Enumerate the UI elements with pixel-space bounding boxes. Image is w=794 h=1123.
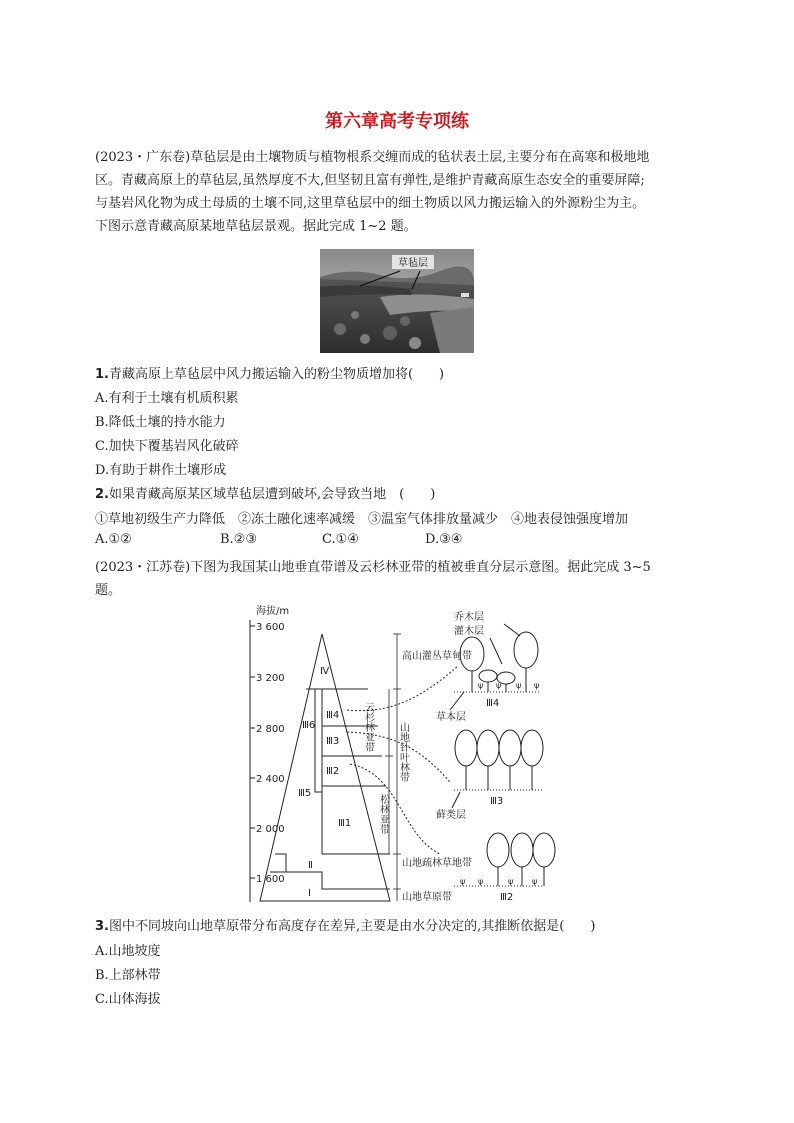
passage-line: 区。青藏高原上的草毡层,虽然厚度不大,但坚韧且富有弹性,是维护青藏高原生态安全的重要屏障;	[95, 173, 645, 188]
y-tick-label: 3 600	[256, 622, 285, 633]
band-label	[402, 649, 472, 662]
option-a: A.有利于土壤有机质积累	[95, 391, 239, 406]
panel-label: Ⅲ2	[500, 892, 514, 903]
panel-iii3	[454, 730, 544, 807]
question-number: 2.	[95, 487, 109, 502]
svg-text:ψ: ψ	[516, 681, 522, 690]
option-c: C.①④	[322, 532, 359, 547]
option-a: A.①②	[95, 532, 132, 547]
question-2-items: ①草地初级生产力降低 ②冻土融化速率减缓 ③温室气体排放量减少 ④地表侵蚀强度增加	[95, 512, 629, 527]
question-text: 青藏高原上草毡层中风力搬运输入的粉尘物质增加将( )	[108, 367, 445, 382]
passage-line: 下图示意青藏高原某地草毡层景观。据此完成 1~2 题。	[95, 219, 417, 234]
question-number: 1.	[95, 367, 109, 382]
y-tick-label: 2 800	[256, 724, 285, 735]
zone-label: Ⅲ5	[298, 788, 312, 799]
option-a: A.山地坡度	[95, 944, 161, 959]
y-tick-label: 1 600	[256, 874, 285, 885]
zone-label: Ⅱ	[308, 860, 313, 871]
vegetation-zone-figure	[240, 604, 560, 904]
y-tick-label: 3 200	[256, 673, 285, 684]
passage-2	[95, 556, 707, 602]
passage-line: 题。	[95, 583, 122, 598]
y-tick	[250, 874, 285, 885]
y-axis-label: 海拔/m	[256, 606, 290, 617]
option-b: B.降低土壤的持水能力	[95, 415, 226, 430]
zone-label: Ⅲ6	[302, 720, 316, 731]
page-title: 第六章高考专项练	[325, 111, 469, 132]
panel-label: Ⅲ4	[486, 698, 500, 709]
band-label: 山地草原带	[402, 892, 452, 903]
zone-label: Ⅲ4	[326, 710, 340, 721]
svg-text:ψ: ψ	[496, 681, 502, 690]
passage-line: (2023・江苏卷)下图为我国某山地垂直带谱及云杉林亚带的植被垂直分层示意图。据此完成 3~5	[95, 560, 651, 575]
question-1-stem	[95, 363, 444, 382]
photo-label: 草毡层	[398, 258, 428, 269]
passage-line: (2023・广东卷)草毡层是由土壤物质与植物根系交缠而成的毡状表土层,主要分布在高寒和极地地	[95, 150, 650, 165]
option-b: B.②③	[220, 532, 257, 547]
y-tick	[250, 724, 285, 735]
y-tick	[250, 774, 285, 785]
question-number: 3.	[95, 919, 109, 934]
panel-label: Ⅲ3	[490, 796, 504, 807]
y-tick-label: 2 400	[256, 774, 285, 785]
y-tick	[250, 824, 285, 835]
option-d: D.③④	[425, 532, 463, 547]
band-label: 山地疏林草地带	[402, 858, 472, 869]
zone-label: Ⅲ1	[338, 818, 352, 829]
svg-text:ψ: ψ	[534, 681, 540, 690]
layer-label: 藓类层	[436, 810, 466, 821]
option-c: C.加快下覆基岩风化破碎	[95, 439, 239, 454]
option-d: D.有助于耕作土壤形成	[95, 463, 227, 478]
svg-text:ψ: ψ	[508, 877, 514, 886]
svg-text:ψ: ψ	[532, 877, 538, 886]
y-tick	[250, 622, 285, 633]
question-text: 如果青藏高原某区域草毡层遭到破坏,会导致当地 ( )	[108, 487, 436, 502]
band-label-text: 高山灌丛草甸带	[402, 651, 472, 662]
passage-1	[95, 146, 707, 238]
svg-text:ψ: ψ	[478, 681, 484, 690]
zone-label: Ⅲ3	[326, 736, 340, 747]
band-label: 山地针叶林带	[397, 722, 409, 782]
layer-label: 乔木层	[454, 612, 484, 623]
zone-label: Ⅲ2	[326, 766, 340, 777]
zone-label: Ⅰ	[308, 888, 311, 899]
grass-mat-photo	[320, 249, 474, 353]
passage-line: 与基岩风化物为成土母质的土壤不同,这里草毡层中的细土物质以风力搬运输入的外源粉尘为主。	[95, 196, 646, 211]
layer-label: 灌木层	[454, 626, 484, 637]
band-label: 云杉林亚带	[362, 702, 374, 752]
layer-label: 草本层	[436, 712, 466, 723]
y-tick-label: 2 000	[256, 824, 285, 835]
y-tick	[250, 673, 285, 684]
option-b: B.上部林带	[95, 968, 161, 983]
question-text: 图中不同坡向山地草原带分布高度存在差异,主要是由水分决定的,其推断依据是( )	[108, 919, 596, 934]
zone-label: Ⅳ	[320, 666, 330, 677]
band-label: 松林亚带	[377, 794, 389, 834]
question-3-stem	[95, 915, 595, 934]
svg-text:ψ: ψ	[478, 877, 484, 886]
panel-iii4	[454, 632, 540, 709]
option-c: C.山体海拔	[95, 992, 161, 1007]
svg-text:ψ: ψ	[460, 877, 466, 886]
question-2-stem	[95, 483, 435, 502]
